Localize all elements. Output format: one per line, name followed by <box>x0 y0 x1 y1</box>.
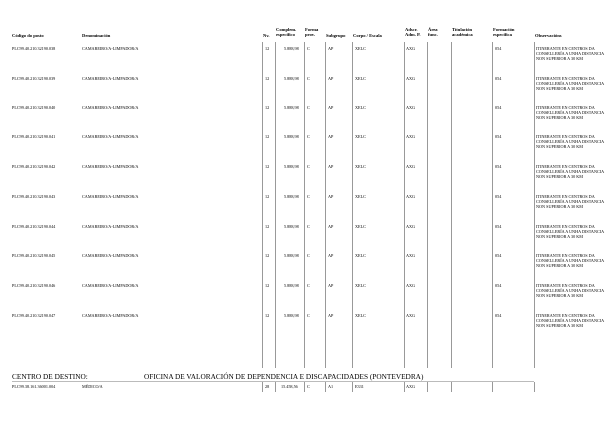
cell-denominacion: CAMAREIRO/A-LIMPADOR/A <box>82 224 139 229</box>
cell-complem: 5.888,98 <box>284 224 299 229</box>
cell-denominacion: CAMAREIRO/A-LIMPADOR/A <box>82 253 139 258</box>
cell-forma: C <box>307 105 310 110</box>
cell-subgrupo: AP <box>328 313 334 318</box>
cell-complem: 15.458,56 <box>281 384 298 389</box>
header-formacion-2: específica <box>493 32 512 38</box>
cell-adscr: AXG <box>406 46 416 51</box>
cell-corpo: XELC <box>355 194 366 199</box>
cell-formacion: 054 <box>495 253 502 258</box>
column-rule <box>427 382 428 392</box>
cell-corpo: XELC <box>355 46 366 51</box>
column-rule <box>534 382 535 392</box>
cell-observacions: ITINERANTE EN CENTROS DA CONSELLERÍA A UNHA DISTANCIA NON SUPERIOR A 30 KM <box>536 313 604 328</box>
cell-forma: C <box>307 194 310 199</box>
cell-corpo: XELC <box>355 253 366 258</box>
cell-observacions: ITINERANTE EN CENTROS DA CONSELLERÍA A UNHA DISTANCIA NON SUPERIOR A 30 KM <box>536 46 604 61</box>
cell-niv: 12 <box>265 194 270 199</box>
cell-forma: C <box>307 46 310 51</box>
header-formacion-1: Formación <box>493 27 515 32</box>
cell-niv: 12 <box>265 253 270 258</box>
header-adscr-2: Adm. P. <box>405 32 421 38</box>
cell-subgrupo: AP <box>328 164 334 169</box>
header-forma-1: Forma <box>305 27 319 32</box>
cell-corpo: XELC <box>355 134 366 139</box>
header-denominacion: Denominación <box>82 32 111 38</box>
cell-denominacion: CAMAREIRO/A-LIMPADOR/A <box>82 164 139 169</box>
cell-observacions: ITINERANTE EN CENTROS DA CONSELLERÍA A UNHA DISTANCIA NON SUPERIOR A 30 KM <box>536 134 604 149</box>
cell-niv: 12 <box>265 105 270 110</box>
table-row <box>0 283 615 313</box>
cell-niv: 12 <box>265 46 270 51</box>
cell-complem: 5.888,98 <box>284 164 299 169</box>
header-titulacion-2: académica <box>452 32 473 38</box>
centro-destino-label: CENTRO DE DESTINO: <box>12 372 88 381</box>
cell-formacion: 054 <box>495 134 502 139</box>
cell-complem: 5.888,98 <box>284 134 299 139</box>
table-row <box>0 46 615 76</box>
cell-forma: C <box>307 283 310 288</box>
cell-subgrupo: A1 <box>328 384 334 389</box>
table-row <box>0 253 615 283</box>
column-rule <box>275 382 276 392</box>
header-complem-1: Complem. <box>276 27 297 32</box>
header-observacions: Observacións <box>535 32 562 38</box>
header-titulacion-1: Titulación <box>452 27 473 32</box>
cell-adscr: AXG <box>406 134 416 139</box>
cell-forma: C <box>307 134 310 139</box>
cell-corpo: XELC <box>355 224 366 229</box>
table-row <box>0 313 615 343</box>
cell-adscr: AXG <box>406 164 416 169</box>
cell-corpo: XELC <box>355 105 366 110</box>
cell-forma: C <box>307 313 310 318</box>
column-rule <box>352 382 353 392</box>
header-complem <box>276 27 296 38</box>
cell-corpo: XELC <box>355 283 366 288</box>
cell-niv: 12 <box>265 224 270 229</box>
cell-adscr: AXG <box>406 384 416 389</box>
cell-formacion: 054 <box>495 164 502 169</box>
table-row <box>0 224 615 254</box>
cell-formacion: 054 <box>495 194 502 199</box>
cell-denominacion: CAMAREIRO/A-LIMPADOR/A <box>82 134 139 139</box>
cell-codigo: PLC99.40.210.32190.047 <box>12 313 56 318</box>
cell-observacions: ITINERANTE EN CENTROS DA CONSELLERÍA A UNHA DISTANCIA NON SUPERIOR A 30 KM <box>536 283 604 298</box>
cell-complem: 5.888,98 <box>284 105 299 110</box>
header-area <box>428 27 438 38</box>
cell-denominacion: CAMAREIRO/A-LIMPADOR/A <box>82 283 139 288</box>
cell-codigo: PLC99.40.210.32190.039 <box>12 76 56 81</box>
header-formacion <box>493 27 514 38</box>
cell-denominacion: CAMAREIRO/A-LIMPADOR/A <box>82 105 139 110</box>
header-area-1: Área <box>428 27 438 32</box>
header-adscr-1: Adscr. <box>405 27 418 32</box>
cell-formacion: 054 <box>495 46 502 51</box>
column-rule <box>404 382 405 392</box>
cell-complem: 5.888,98 <box>284 313 299 318</box>
cell-subgrupo: AP <box>328 105 334 110</box>
cell-corpo: XELC <box>355 164 366 169</box>
cell-subgrupo: AP <box>328 46 334 51</box>
cell-observacions: ITINERANTE EN CENTROS DA CONSELLERÍA A UNHA DISTANCIA NON SUPERIOR A 30 KM <box>536 164 604 179</box>
column-rule <box>325 382 326 392</box>
cell-observacions: ITINERANTE EN CENTROS DA CONSELLERÍA A UNHA DISTANCIA NON SUPERIOR A 30 KM <box>536 224 604 239</box>
cell-observacions: ITINERANTE EN CENTROS DA CONSELLERÍA A UNHA DISTANCIA NON SUPERIOR A 30 KM <box>536 76 604 91</box>
cell-subgrupo: AP <box>328 283 334 288</box>
cell-formacion: 054 <box>495 76 502 81</box>
cell-corpo: XELC <box>355 76 366 81</box>
cell-codigo: PLC99.40.210.32190.040 <box>12 105 56 110</box>
column-rule <box>262 382 263 392</box>
cell-formacion: 054 <box>495 105 502 110</box>
cell-niv: 12 <box>265 164 270 169</box>
cell-subgrupo: AP <box>328 253 334 258</box>
cell-niv: 12 <box>265 283 270 288</box>
table-row <box>0 134 615 164</box>
table-row <box>0 164 615 194</box>
cell-forma: C <box>307 164 310 169</box>
cell-codigo: PLC99.40.210.32190.038 <box>12 46 56 51</box>
cell-adscr: AXG <box>406 313 416 318</box>
cell-corpo: E331 <box>355 384 364 389</box>
cell-denominacion: CAMAREIRO/A-LIMPADOR/A <box>82 194 139 199</box>
cell-complem: 5.888,98 <box>284 283 299 288</box>
cell-subgrupo: AP <box>328 194 334 199</box>
header-forma-2: prov. <box>305 32 315 38</box>
cell-complem: 5.888,98 <box>284 76 299 81</box>
cell-adscr: AXG <box>406 224 416 229</box>
section-divider <box>12 381 534 382</box>
cell-forma: C <box>307 76 310 81</box>
cell-codigo: PLC99.40.210.32190.046 <box>12 283 56 288</box>
cell-complem: 5.888,98 <box>284 253 299 258</box>
cell-subgrupo: AP <box>328 76 334 81</box>
cell-niv: 12 <box>265 76 270 81</box>
cell-niv: 12 <box>265 313 270 318</box>
cell-formacion: 054 <box>495 224 502 229</box>
header-codigo: Código do posto <box>12 32 44 38</box>
header-niv: Nv. <box>263 32 270 38</box>
cell-niv: 28 <box>265 384 270 389</box>
cell-forma: C <box>307 384 310 389</box>
cell-forma: C <box>307 253 310 258</box>
cell-complem: 5.888,98 <box>284 46 299 51</box>
cell-adscr: AXG <box>406 283 416 288</box>
cell-niv: 12 <box>265 134 270 139</box>
column-rule <box>304 382 305 392</box>
cell-observacions: ITINERANTE EN CENTROS DA CONSELLERÍA A UNHA DISTANCIA NON SUPERIOR A 30 KM <box>536 194 604 209</box>
cell-codigo: PLC99.40.210.32190.045 <box>12 253 56 258</box>
cell-codigo: PLC99.40.210.32190.041 <box>12 134 56 139</box>
header-area-2: func. <box>428 32 438 38</box>
cell-adscr: AXG <box>406 105 416 110</box>
cell-formacion: 054 <box>495 313 502 318</box>
table-row <box>0 105 615 135</box>
header-corpo: Corpo / Escala <box>353 32 382 38</box>
cell-complem: 5.888,98 <box>284 194 299 199</box>
column-rule <box>451 382 452 392</box>
cell-codigo: PLC99.40.210.32190.042 <box>12 164 56 169</box>
centro-destino-name: OFICINA DE VALORACIÓN DE DEPENDENCIA E DISCAPACIDADES (PONTEVEDRA) <box>144 372 424 381</box>
cell-subgrupo: AP <box>328 224 334 229</box>
cell-corpo: XELC <box>355 313 366 318</box>
column-rule <box>492 382 493 392</box>
header-forma <box>305 27 318 38</box>
cell-adscr: AXG <box>406 253 416 258</box>
cell-adscr: AXG <box>406 194 416 199</box>
header-subgrupo: Subgrupo <box>326 32 346 38</box>
table-row <box>0 76 615 106</box>
header-adscr <box>405 27 421 38</box>
cell-adscr: AXG <box>406 76 416 81</box>
cell-formacion: 054 <box>495 283 502 288</box>
header-titulacion <box>452 27 473 38</box>
cell-denominacion: CAMAREIRO/A-LIMPADOR/A <box>82 76 139 81</box>
cell-forma: C <box>307 224 310 229</box>
cell-denominacion: MÉDICO/A <box>82 384 103 389</box>
cell-observacions: ITINERANTE EN CENTROS DA CONSELLERÍA A UNHA DISTANCIA NON SUPERIOR A 30 KM <box>536 105 604 120</box>
cell-codigo: PLC99.40.210.32190.043 <box>12 194 56 199</box>
table-row <box>0 194 615 224</box>
cell-codigo: PLC99.38.161.36001.004 <box>12 384 56 389</box>
cell-denominacion: CAMAREIRO/A-LIMPADOR/A <box>82 313 139 318</box>
cell-subgrupo: AP <box>328 134 334 139</box>
cell-observacions: ITINERANTE EN CENTROS DA CONSELLERÍA A UNHA DISTANCIA NON SUPERIOR A 30 KM <box>536 253 604 268</box>
cell-codigo: PLC99.40.210.32190.044 <box>12 224 56 229</box>
header-complem-2: específico <box>276 32 295 38</box>
cell-denominacion: CAMAREIRO/A-LIMPADOR/A <box>82 46 139 51</box>
